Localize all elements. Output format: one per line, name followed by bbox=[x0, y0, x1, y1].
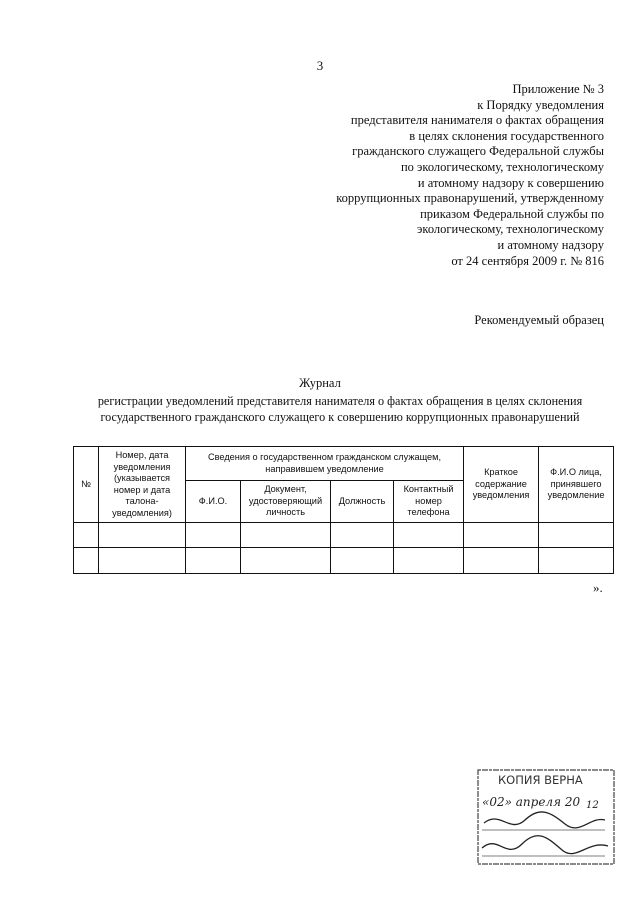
table-cell bbox=[74, 523, 99, 548]
appendix-line: и атомному надзору bbox=[497, 237, 604, 252]
appendix-line: гражданского служащего Федеральной службы bbox=[352, 144, 604, 159]
table-cell bbox=[464, 548, 539, 574]
table-cell bbox=[394, 523, 464, 548]
header-notice: Номер, дата уведомления (указывается номер и дата талона-уведомления) bbox=[99, 447, 186, 523]
table-cell bbox=[241, 523, 331, 548]
appendix-line: к Порядку уведомления bbox=[477, 97, 604, 112]
table-cell bbox=[186, 548, 241, 574]
table-cell bbox=[331, 523, 394, 548]
table-cell bbox=[186, 523, 241, 548]
table-row bbox=[74, 548, 614, 574]
register-table bbox=[73, 446, 614, 574]
header-receiver: Ф.И.О лица, принявшего уведомление bbox=[539, 447, 614, 523]
journal-title: Журнал bbox=[299, 376, 341, 390]
table-cell bbox=[99, 548, 186, 574]
table-cell bbox=[74, 548, 99, 574]
stamp-year: 12 bbox=[586, 800, 599, 811]
header-fio: Ф.И.О. bbox=[186, 481, 241, 523]
stamp-date: «02» апреля 20 bbox=[482, 795, 581, 809]
header-phone: Контактный номер телефона bbox=[394, 481, 464, 523]
appendix-line: в целях склонения государственного bbox=[409, 128, 604, 143]
sample-label: Рекомендуемый образец bbox=[474, 313, 604, 327]
page-number: 3 bbox=[316, 58, 324, 73]
appendix-line: приказом Федеральной службы по bbox=[420, 206, 604, 221]
stamp-header: КОПИЯ ВЕРНА bbox=[498, 773, 583, 787]
header-document: Документ, удостоверяющий личность bbox=[241, 481, 331, 523]
table-cell bbox=[539, 523, 614, 548]
signature-1 bbox=[484, 812, 605, 828]
table-cell bbox=[99, 523, 186, 548]
table-cell bbox=[394, 548, 464, 574]
journal-subtitle bbox=[60, 393, 620, 425]
header-number: № bbox=[74, 447, 99, 523]
appendix-line: от 24 сентября 2009 г. № 816 bbox=[451, 253, 604, 268]
appendix-line: по экологическому, технологическому bbox=[400, 159, 604, 174]
table-cell bbox=[464, 523, 539, 548]
header-summary: Краткое содержание уведомления bbox=[464, 447, 539, 523]
journal-subtitle-line: государственного гражданского служащего к совершению коррупционных правонарушений bbox=[100, 410, 580, 424]
table-cell bbox=[331, 548, 394, 574]
table-cell bbox=[539, 548, 614, 574]
appendix-line: Приложение № 3 bbox=[512, 82, 604, 96]
header-employee-info: Сведения о государственном гражданском служащем, направившем уведомление bbox=[186, 447, 464, 481]
certified-copy-stamp bbox=[470, 768, 620, 868]
appendix-line: экологическому, технологическому bbox=[417, 222, 604, 237]
stamp-graphic bbox=[470, 768, 620, 868]
journal-subtitle-line: регистрации уведомлений представителя нанимателя о фактах обращения в целях склонения bbox=[97, 394, 583, 408]
header-position: Должность bbox=[331, 481, 394, 523]
signature-2 bbox=[482, 836, 608, 854]
table-cell bbox=[241, 548, 331, 574]
closing-quote: ». bbox=[593, 580, 603, 595]
appendix-line: представителя нанимателя о фактах обращения bbox=[350, 113, 604, 128]
appendix-header bbox=[304, 82, 604, 269]
appendix-line: и атомному надзору к совершению bbox=[417, 175, 604, 190]
table-row bbox=[74, 523, 614, 548]
appendix-line: коррупционных правонарушений, утвержденному bbox=[336, 191, 604, 206]
